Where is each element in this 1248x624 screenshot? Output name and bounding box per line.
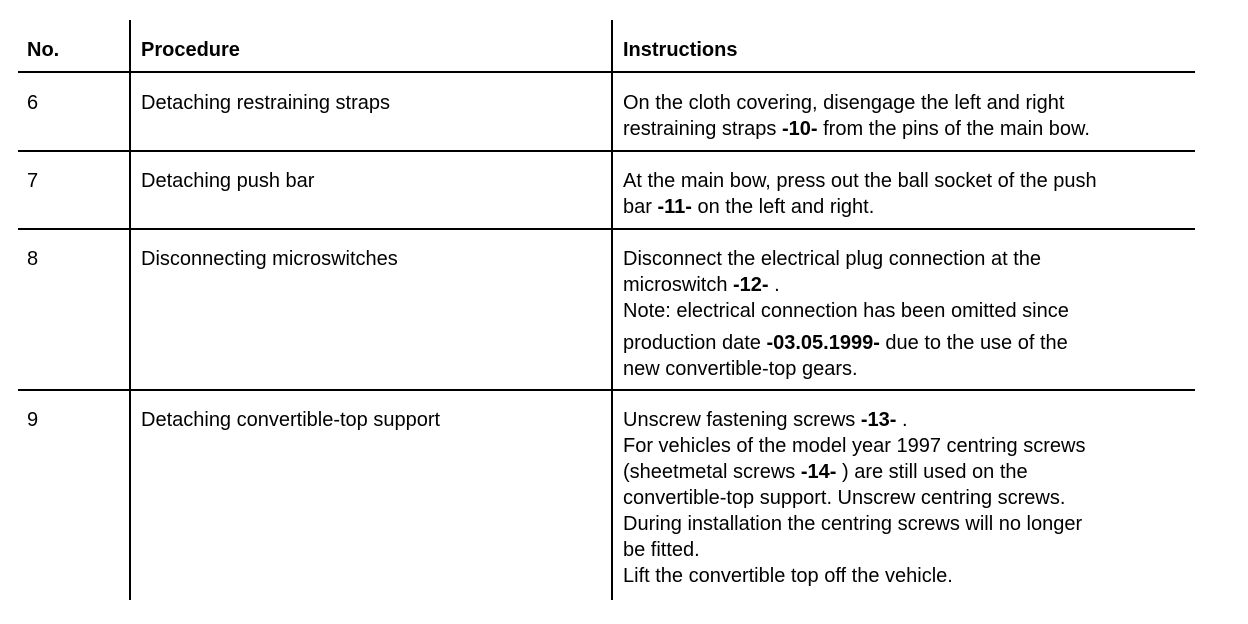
row-divider [18,71,1195,73]
row-divider [18,150,1195,152]
row-number: 7 [27,170,39,192]
row-divider [18,389,1195,391]
instruction-line: Note: electrical connection has been omitted since [623,300,1069,322]
instruction-line: Lift the convertible top off the vehicle. [623,565,953,587]
instruction-line: For vehicles of the model year 1997 centring screws [623,435,1086,457]
row-divider [18,228,1195,230]
header-procedure: Procedure [141,39,240,61]
instruction-line: On the cloth covering, disengage the left and right [623,92,1065,114]
instruction-line: Unscrew fastening screws -13- . [623,409,908,431]
procedure-cell: Detaching push bar [141,170,315,192]
instruction-line: production date -03.05.1999- due to the use of the [623,332,1068,354]
instruction-line: bar -11- on the left and right. [623,196,875,218]
procedure-cell: Disconnecting microswitches [141,248,398,270]
instruction-line: new convertible-top gears. [623,358,858,380]
column-divider [129,20,131,600]
procedure-cell: Detaching convertible-top support [141,409,441,431]
row-number: 9 [27,409,39,431]
row-number: 6 [27,92,39,114]
instruction-line: At the main bow, press out the ball socket of the push [623,170,1097,192]
instructions-cell [623,90,1188,142]
instructions-cell [623,407,1188,589]
procedure-cell: Detaching restraining straps [141,92,391,114]
instruction-line: restraining straps -10- from the pins of the main bow. [623,118,1090,140]
instruction-line: During installation the centring screws will no longer [623,513,1083,535]
instruction-line: convertible-top support. Unscrew centring screws. [623,487,1066,509]
instructions-cell [623,246,1188,382]
instruction-line: be fitted. [623,539,700,561]
column-divider [611,20,613,600]
instructions-cell [623,168,1188,220]
row-number: 8 [27,248,39,270]
instruction-line: microswitch -12- . [623,274,780,296]
header-no: No. [27,39,60,61]
procedure-table [18,20,1195,600]
instruction-line: (sheetmetal screws -14- ) are still used on the [623,461,1028,483]
header-instructions: Instructions [623,39,738,61]
instruction-line: Disconnect the electrical plug connection at the [623,248,1042,270]
